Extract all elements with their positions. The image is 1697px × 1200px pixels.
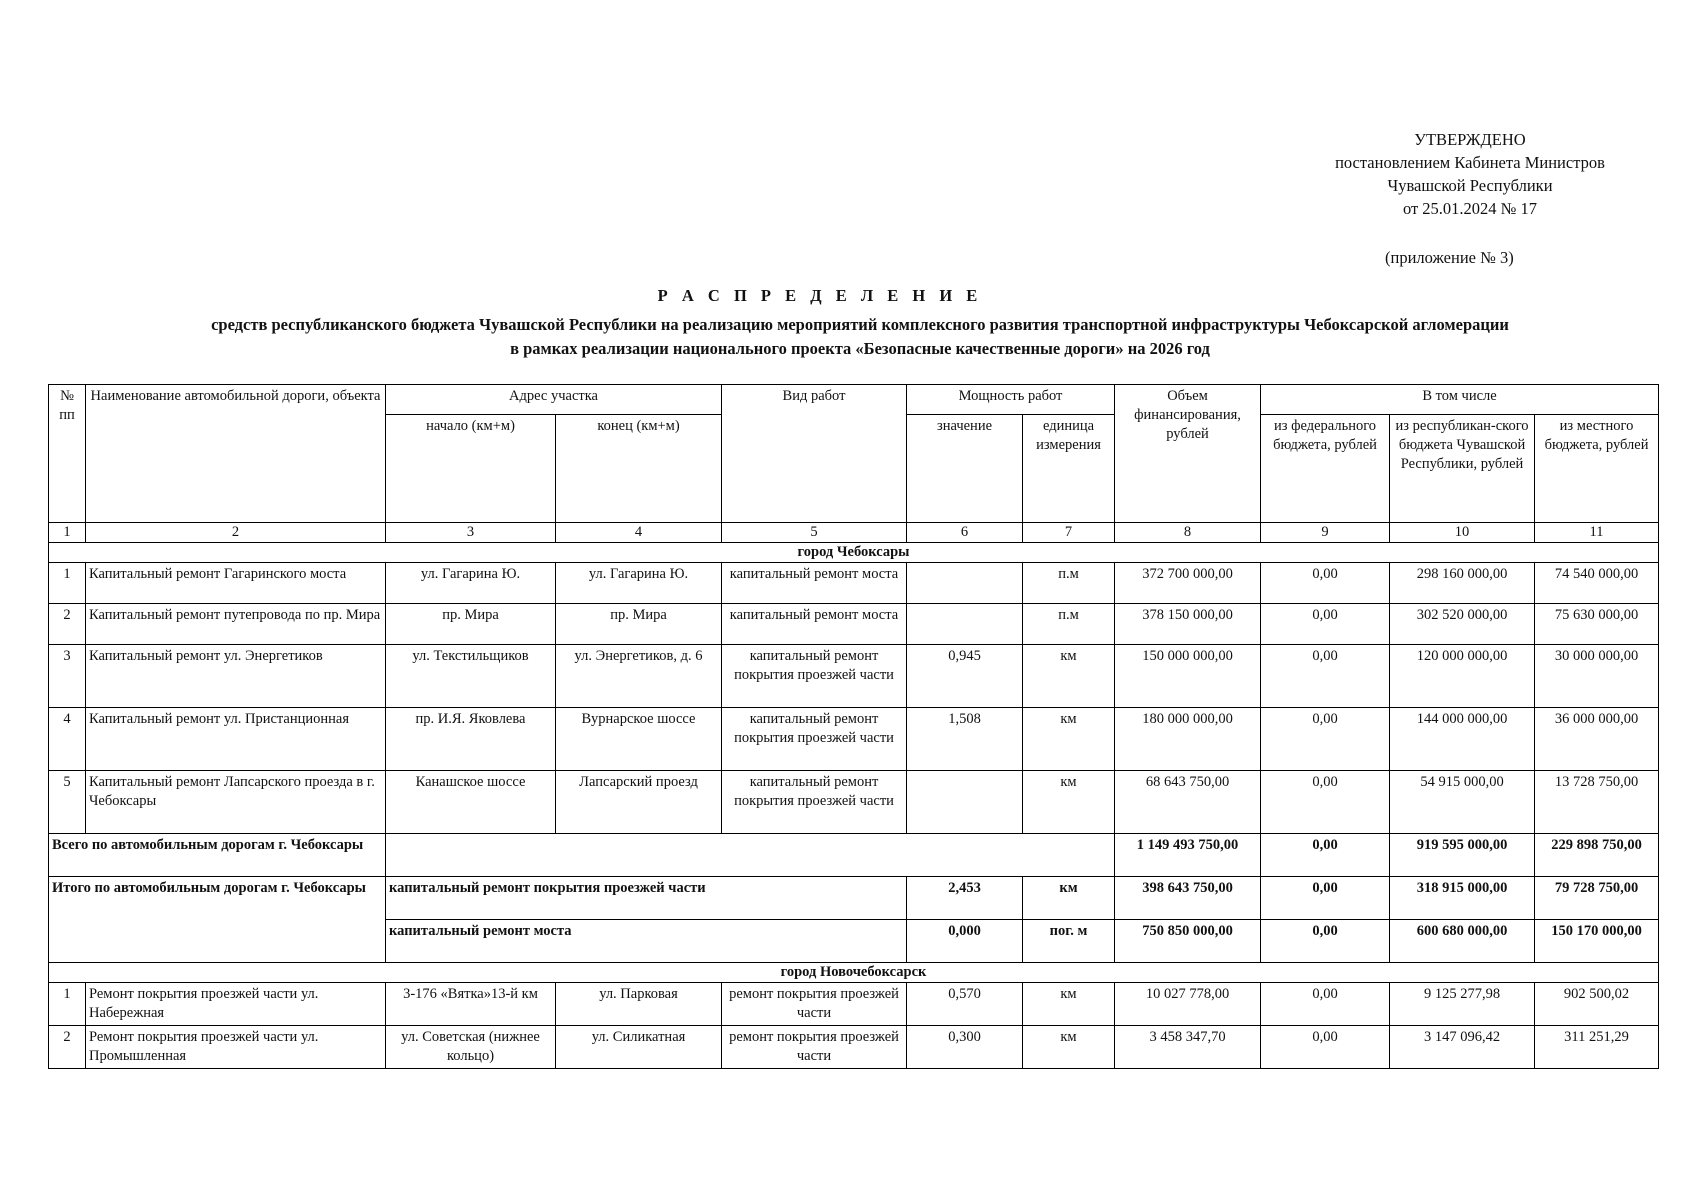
column-number: 3: [386, 523, 556, 543]
subtotal-label: Итого по автомобильным дорогам г. Чебоксары: [49, 877, 386, 963]
row-value: [907, 771, 1023, 834]
total-label: Всего по автомобильным дорогам г. Чебоксары: [49, 834, 386, 877]
row-value: 0,945: [907, 645, 1023, 708]
subtotal-republic: 318 915 000,00: [1390, 877, 1535, 920]
column-numbers-row: [49, 523, 1659, 543]
approval-issuer: постановлением Кабинета Министров: [1335, 153, 1605, 172]
table-row: [49, 645, 1659, 708]
subtotal-work: капитальный ремонт моста: [386, 920, 907, 963]
total-funding: 1 149 493 750,00: [1115, 834, 1261, 877]
row-number: 1: [49, 983, 86, 1026]
document-subtitle: [100, 313, 1620, 361]
subtotal-local: 150 170 000,00: [1535, 920, 1659, 963]
approval-date: от 25.01.2024 № 17: [1402, 199, 1538, 218]
header-address: Адрес участка: [386, 385, 722, 415]
subtotal-unit: пог. м: [1023, 920, 1115, 963]
row-unit: км: [1023, 771, 1115, 834]
row-value: 1,508: [907, 708, 1023, 771]
table-row: [49, 983, 1659, 1026]
row-name: Капитальный ремонт путепровода по пр. Мира: [86, 604, 386, 645]
row-work: капитальный ремонт моста: [722, 563, 907, 604]
row-federal: 0,00: [1261, 708, 1390, 771]
section-title: город Новочебоксарск: [49, 963, 1659, 983]
row-end: ул. Силикатная: [556, 1026, 722, 1069]
column-number: 9: [1261, 523, 1390, 543]
row-start: Канашское шоссе: [386, 771, 556, 834]
row-value: 0,570: [907, 983, 1023, 1026]
annex-label: (приложение № 3): [1385, 248, 1514, 267]
column-number: 2: [86, 523, 386, 543]
subtotal-work: капитальный ремонт покрытия проезжей части: [386, 877, 907, 920]
row-republic: 120 000 000,00: [1390, 645, 1535, 708]
row-unit: п.м: [1023, 563, 1115, 604]
subtotal-row: [49, 877, 1659, 920]
row-name: Ремонт покрытия проезжей части ул. Промышленная: [86, 1026, 386, 1069]
row-number: 2: [49, 604, 86, 645]
row-unit: п.м: [1023, 604, 1115, 645]
row-federal: 0,00: [1261, 604, 1390, 645]
row-total: 180 000 000,00: [1115, 708, 1261, 771]
row-work: капитальный ремонт покрытия проезжей части: [722, 771, 907, 834]
column-number: 1: [49, 523, 86, 543]
approval-stamp: [1290, 128, 1650, 220]
row-work: капитальный ремонт моста: [722, 604, 907, 645]
row-federal: 0,00: [1261, 563, 1390, 604]
budget-table: [48, 384, 1659, 1069]
section-header: [49, 963, 1659, 983]
row-name: Капитальный ремонт Лапсарского проезда в г. Чебоксары: [86, 771, 386, 834]
row-unit: км: [1023, 645, 1115, 708]
row-work: капитальный ремонт покрытия проезжей части: [722, 708, 907, 771]
header-unit: единица измерения: [1023, 415, 1115, 523]
column-number: 5: [722, 523, 907, 543]
column-number: 8: [1115, 523, 1261, 543]
subtotal-funding: 750 850 000,00: [1115, 920, 1261, 963]
header-work-type: Вид работ: [722, 385, 907, 523]
table-row: [49, 771, 1659, 834]
header-local: из местного бюджета, рублей: [1535, 415, 1659, 523]
row-local: 74 540 000,00: [1535, 563, 1659, 604]
row-republic: 3 147 096,42: [1390, 1026, 1535, 1069]
table-row: [49, 1026, 1659, 1069]
table-row: [49, 708, 1659, 771]
header-name: Наименование автомобильной дороги, объекта: [86, 385, 386, 523]
column-number: 11: [1535, 523, 1659, 543]
header-end: конец (км+м): [556, 415, 722, 523]
section-title: город Чебоксары: [49, 543, 1659, 563]
total-federal: 0,00: [1261, 834, 1390, 877]
subtotal-federal: 0,00: [1261, 920, 1390, 963]
header-value: значение: [907, 415, 1023, 523]
total-local: 229 898 750,00: [1535, 834, 1659, 877]
row-number: 4: [49, 708, 86, 771]
row-start: пр. Мира: [386, 604, 556, 645]
row-local: 75 630 000,00: [1535, 604, 1659, 645]
header-capacity: Мощность работ: [907, 385, 1115, 415]
header-start: начало (км+м): [386, 415, 556, 523]
row-start: пр. И.Я. Яковлева: [386, 708, 556, 771]
row-local: 902 500,02: [1535, 983, 1659, 1026]
column-number: 10: [1390, 523, 1535, 543]
subtotal-local: 79 728 750,00: [1535, 877, 1659, 920]
subtotal-federal: 0,00: [1261, 877, 1390, 920]
column-number: 6: [907, 523, 1023, 543]
row-total: 372 700 000,00: [1115, 563, 1261, 604]
row-local: 311 251,29: [1535, 1026, 1659, 1069]
row-work: ремонт покрытия проезжей части: [722, 1026, 907, 1069]
subtotal-value: 2,453: [907, 877, 1023, 920]
row-name: Капитальный ремонт ул. Пристанционная: [86, 708, 386, 771]
subtotal-unit: км: [1023, 877, 1115, 920]
row-value: [907, 604, 1023, 645]
row-end: ул. Гагарина Ю.: [556, 563, 722, 604]
row-work: капитальный ремонт покрытия проезжей части: [722, 645, 907, 708]
total-spacer: [386, 834, 1115, 877]
row-start: ул. Советская (нижнее кольцо): [386, 1026, 556, 1069]
row-start: ул. Гагарина Ю.: [386, 563, 556, 604]
row-total: 3 458 347,70: [1115, 1026, 1261, 1069]
row-republic: 302 520 000,00: [1390, 604, 1535, 645]
row-value: 0,300: [907, 1026, 1023, 1069]
row-total: 10 027 778,00: [1115, 983, 1261, 1026]
subtotal-funding: 398 643 750,00: [1115, 877, 1261, 920]
row-federal: 0,00: [1261, 983, 1390, 1026]
header-republic: из республикан-ского бюджета Чувашской Республики, рублей: [1390, 415, 1535, 523]
row-end: ул. Энергетиков, д. 6: [556, 645, 722, 708]
header-funding: Объем финансирования, рублей: [1115, 385, 1261, 523]
row-name: Ремонт покрытия проезжей части ул. Набережная: [86, 983, 386, 1026]
row-federal: 0,00: [1261, 1026, 1390, 1069]
row-republic: 144 000 000,00: [1390, 708, 1535, 771]
subtotal-republic: 600 680 000,00: [1390, 920, 1535, 963]
table-row: [49, 563, 1659, 604]
row-number: 5: [49, 771, 86, 834]
row-local: 30 000 000,00: [1535, 645, 1659, 708]
row-work: ремонт покрытия проезжей части: [722, 983, 907, 1026]
header-including: В том числе: [1261, 385, 1659, 415]
row-total: 68 643 750,00: [1115, 771, 1261, 834]
row-total: 150 000 000,00: [1115, 645, 1261, 708]
approval-title: УТВЕРЖДЕНО: [1414, 130, 1526, 149]
subtitle-line-1: средств республиканского бюджета Чувашской Республики на реализацию мероприятий комплексного развития транспортной инфраструктуры Чебоксарской агломерации: [211, 315, 1509, 334]
row-unit: км: [1023, 1026, 1115, 1069]
row-end: пр. Мира: [556, 604, 722, 645]
row-local: 36 000 000,00: [1535, 708, 1659, 771]
row-total: 378 150 000,00: [1115, 604, 1261, 645]
header-row-1: [49, 385, 1659, 415]
row-unit: км: [1023, 983, 1115, 1026]
total-row: [49, 834, 1659, 877]
row-start: 3-176 «Вятка»13-й км: [386, 983, 556, 1026]
row-local: 13 728 750,00: [1535, 771, 1659, 834]
document-title: Р А С П Р Е Д Е Л Е Н И Е: [657, 286, 983, 305]
row-name: Капитальный ремонт ул. Энергетиков: [86, 645, 386, 708]
row-end: Вурнарское шоссе: [556, 708, 722, 771]
row-number: 2: [49, 1026, 86, 1069]
row-republic: 298 160 000,00: [1390, 563, 1535, 604]
approval-republic: Чувашской Республики: [1387, 176, 1553, 195]
row-end: Лапсарский проезд: [556, 771, 722, 834]
row-number: 1: [49, 563, 86, 604]
row-republic: 54 915 000,00: [1390, 771, 1535, 834]
total-republic: 919 595 000,00: [1390, 834, 1535, 877]
row-name: Капитальный ремонт Гагаринского моста: [86, 563, 386, 604]
row-value: [907, 563, 1023, 604]
subtotal-value: 0,000: [907, 920, 1023, 963]
table-row: [49, 604, 1659, 645]
row-number: 3: [49, 645, 86, 708]
row-unit: км: [1023, 708, 1115, 771]
subtitle-line-2: в рамках реализации национального проекта «Безопасные качественные дороги» на 2026 год: [510, 339, 1210, 358]
row-end: ул. Парковая: [556, 983, 722, 1026]
column-number: 4: [556, 523, 722, 543]
row-federal: 0,00: [1261, 645, 1390, 708]
row-start: ул. Текстильщиков: [386, 645, 556, 708]
row-republic: 9 125 277,98: [1390, 983, 1535, 1026]
row-federal: 0,00: [1261, 771, 1390, 834]
header-federal: из федерального бюджета, рублей: [1261, 415, 1390, 523]
column-number: 7: [1023, 523, 1115, 543]
header-num: № пп: [49, 385, 86, 523]
section-header: [49, 543, 1659, 563]
